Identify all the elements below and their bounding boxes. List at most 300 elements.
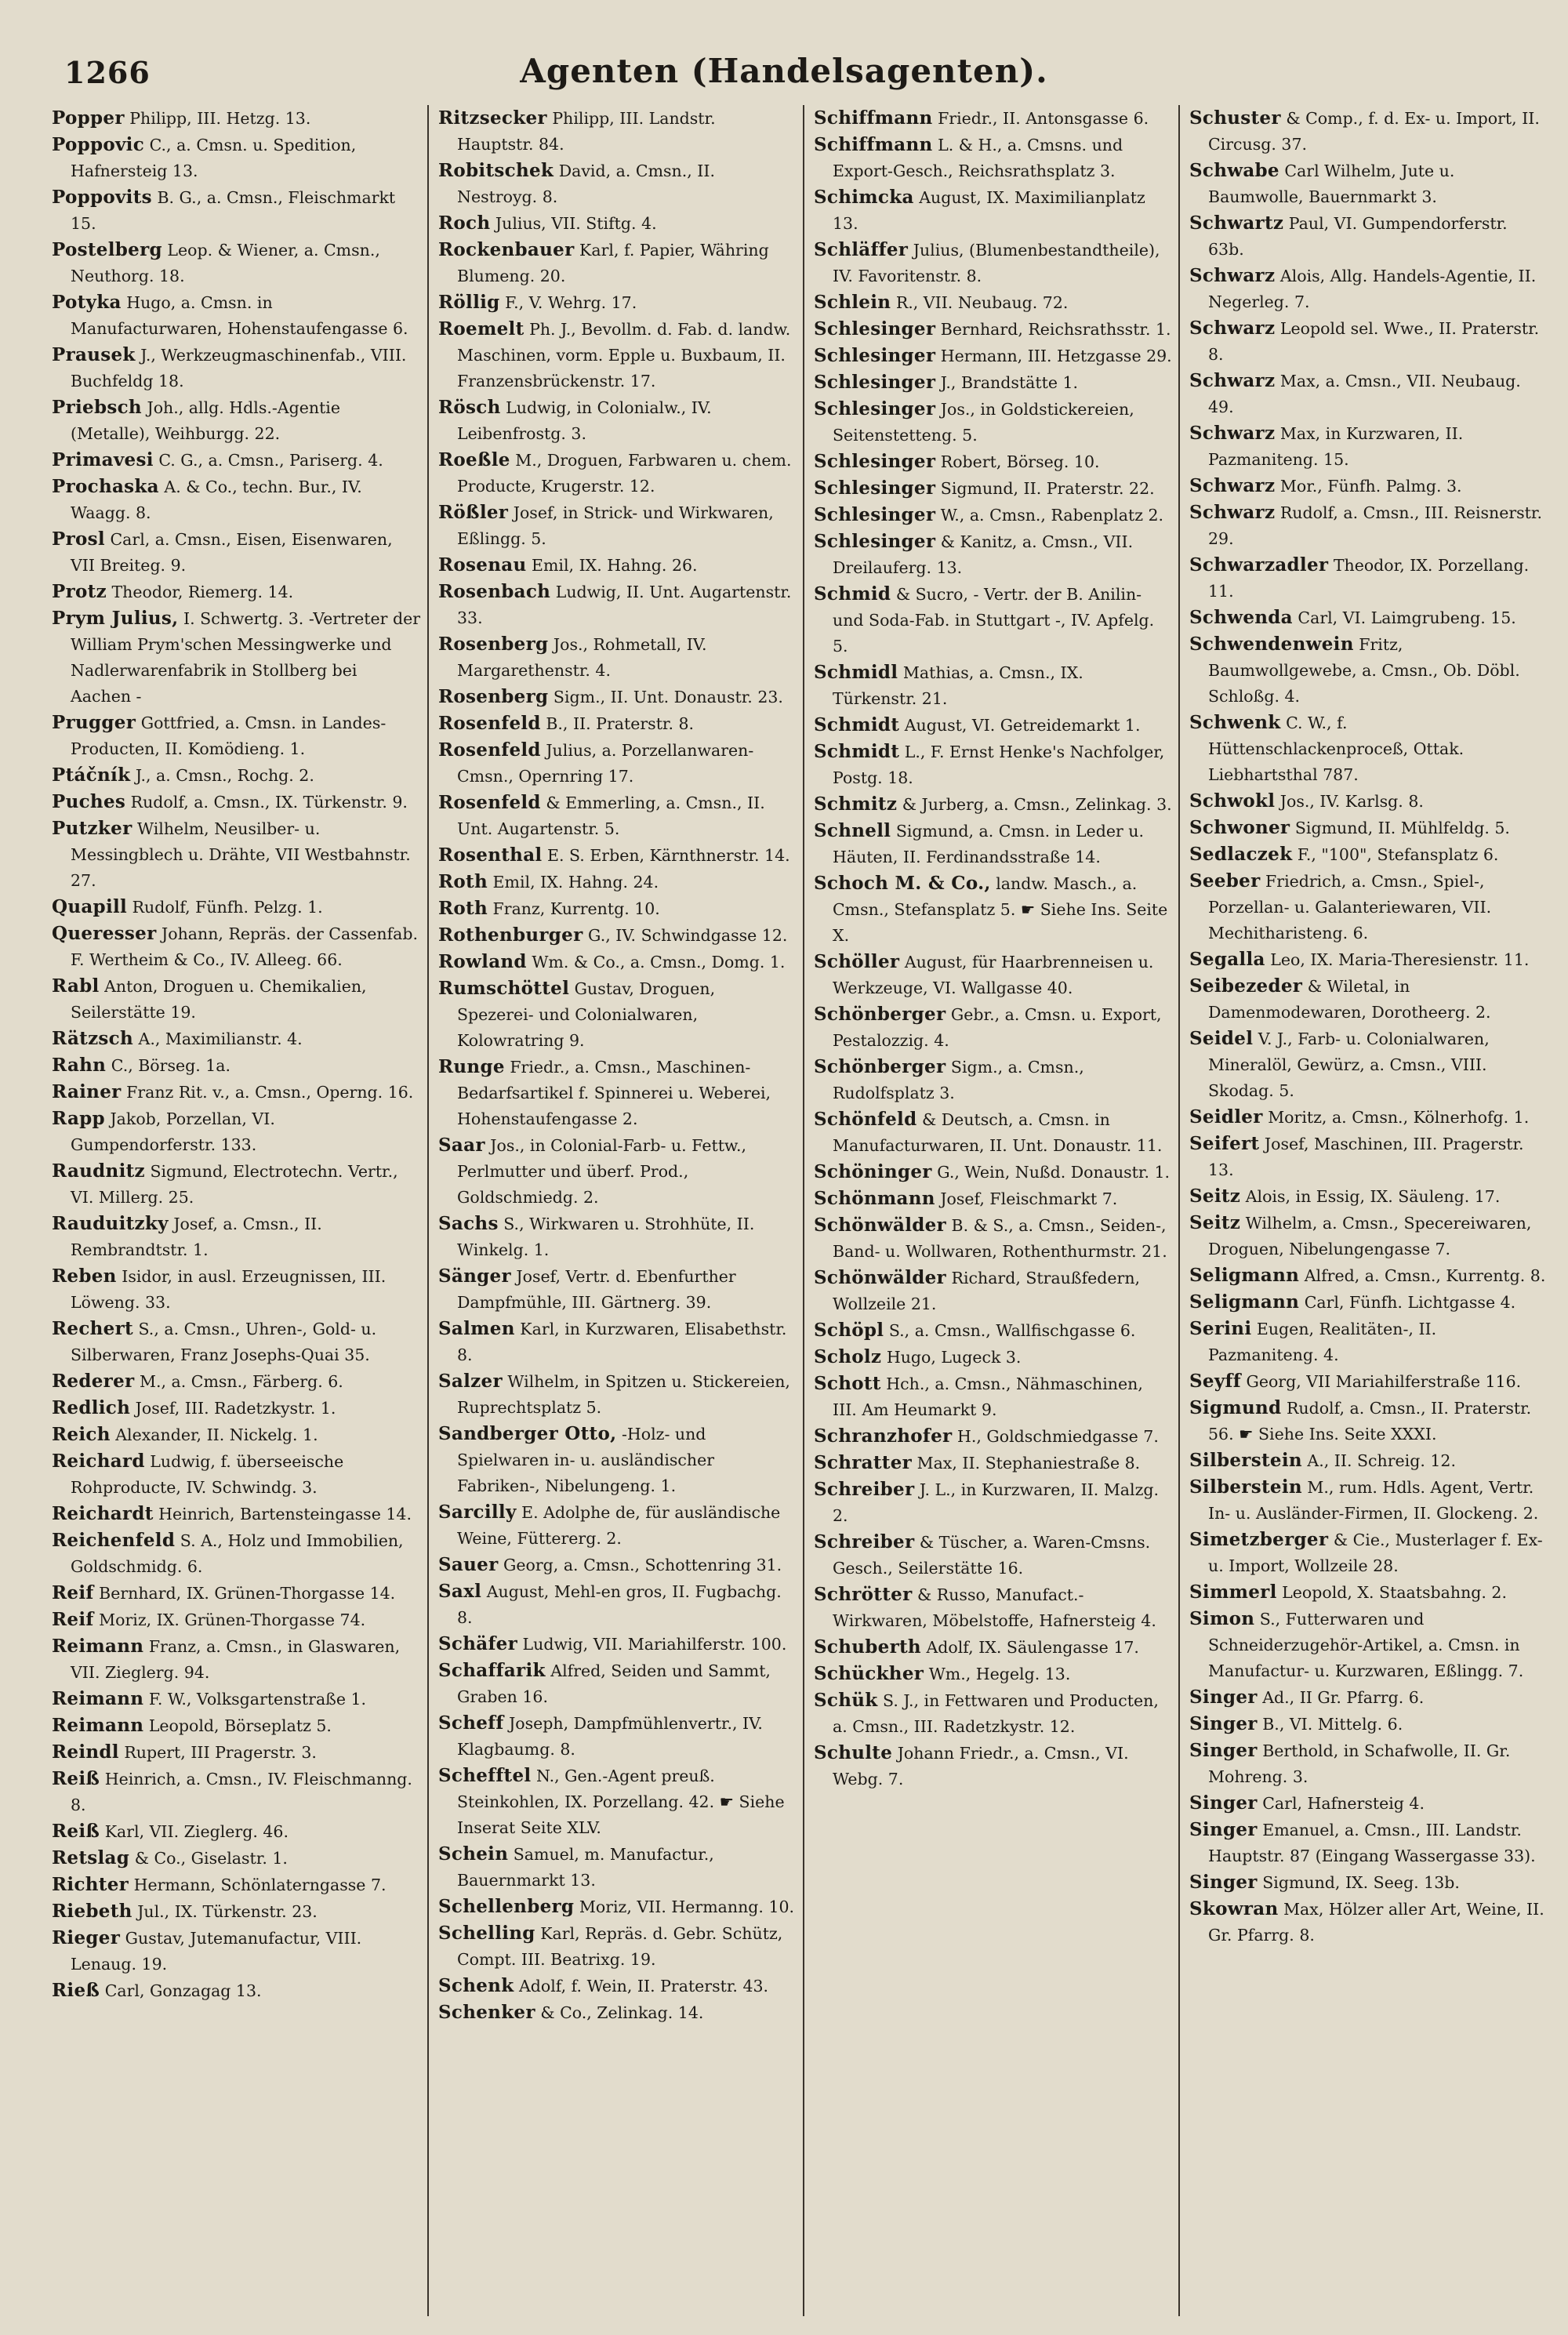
entry-details: Franz, Kurrentg. 10. [492, 899, 660, 918]
entry-name: Singer [1189, 1713, 1258, 1734]
directory-entry [1189, 1738, 1548, 1790]
entry-name: Schlesinger [814, 478, 936, 499]
entry-details: August, IX. Maximilianplatz 13. [833, 188, 1145, 233]
entry-name: Reiß [52, 1821, 100, 1842]
directory-entry [52, 1580, 421, 1607]
entry-details: B. & S., a. Cmsn., Seiden-, Band- u. Wollwaren, Rothenthurmstr. 21. [833, 1216, 1167, 1261]
entry-name: Protz [52, 581, 107, 602]
directory-entry [52, 1686, 421, 1712]
directory-entry [52, 1211, 421, 1263]
directory-entry [814, 502, 1172, 528]
directory-entry [438, 869, 797, 895]
entry-details: Gebr., a. Cmsn. u. Export, Pestalozzig. 4. [833, 1005, 1162, 1050]
directory-entry [1189, 1896, 1548, 1948]
directory-entry [52, 1607, 421, 1633]
entry-name: Sauer [438, 1554, 499, 1575]
entry-name: Schiffmann [814, 134, 933, 155]
entry-name: Singer [1189, 1792, 1258, 1814]
entry-name: Singer [1189, 1687, 1258, 1708]
entry-name: Robitschek [438, 160, 554, 181]
entry-details: Max, Hölzer aller Art, Weine, II. Gr. Pfarrg. 8. [1208, 1900, 1544, 1945]
directory-entry [814, 1476, 1172, 1529]
entry-details: Wilhelm, in Spitzen u. Stickereien, Ruprechtsplatz 5. [457, 1372, 790, 1417]
entry-name: Schmidt [814, 741, 900, 762]
entry-name: Röllig [438, 292, 500, 313]
entry-details: & Wiletal, in Damenmodewaren, Dorotheerg. 2. [1208, 977, 1491, 1022]
entry-name: Schnell [814, 820, 891, 841]
entry-name: Queresser [52, 923, 157, 944]
entry-details: G., IV. Schwindgasse 12. [588, 926, 788, 945]
entry-name: Sänger [438, 1266, 511, 1287]
entry-details: Carl, Gonzagag 13. [104, 1981, 262, 2000]
entry-details: Adolf, IX. Säulengasse 17. [926, 1638, 1139, 1657]
entry-details: V. J., Farb- u. Colonialwaren, Mineralöl, Gewürz, a. Cmsn., VIII. Skodag. 5. [1208, 1030, 1490, 1100]
entry-name: Richter [52, 1874, 129, 1895]
entry-details: C. G., a. Cmsn., Pariserg. 4. [158, 451, 383, 470]
entry-name: Schiffmann [814, 107, 933, 129]
entry-name: Segalla [1189, 949, 1265, 970]
entry-name: Schönfeld [814, 1109, 917, 1130]
directory-entry [814, 1212, 1172, 1265]
entry-name: Schimcka [814, 187, 914, 208]
entry-details: Max, II. Stephaniestraße 8. [916, 1454, 1141, 1473]
entry-details: Wm. & Co., a. Cmsn., Domg. 1. [532, 953, 786, 971]
directory-entry [52, 1633, 421, 1686]
entry-name: Schreiber [814, 1479, 915, 1500]
directory-entry [1189, 158, 1548, 210]
directory-entry [438, 1763, 797, 1841]
entry-details: E. S. Erben, Kärnthnerstr. 14. [546, 846, 790, 865]
directory-entry [438, 499, 797, 552]
directory-entry [1189, 815, 1548, 841]
entry-name: Rieger [52, 1927, 121, 1948]
directory-entry [1189, 368, 1548, 420]
entry-details: Wm., Hegelg. 13. [928, 1665, 1071, 1683]
entry-details: & Russo, Manufact.-Wirkwaren, Möbelstoffe, Hafnersteig 4. [833, 1585, 1156, 1630]
entry-name: Schönwälder [814, 1267, 946, 1288]
entry-details: Hch., a. Cmsn., Nähmaschinen, III. Am Heumarkt 9. [833, 1374, 1143, 1419]
entry-name: Reiß [52, 1768, 100, 1789]
entry-details: Georg, VII Mariahilferstraße 116. [1246, 1372, 1522, 1391]
directory-entry [52, 132, 421, 184]
entry-details: Karl, VII. Zieglerg. 46. [104, 1822, 289, 1841]
entry-name: Simetzberger [1189, 1529, 1329, 1550]
entry-details: Robert, Börseg. 10. [940, 452, 1100, 471]
entry-details: B., VI. Mittelg. 6. [1262, 1715, 1403, 1734]
entry-details: Rudolf, Fünfh. Pelzg. 1. [132, 898, 323, 917]
entry-details: J. L., in Kurzwaren, II. Malzg. 2. [833, 1480, 1160, 1525]
entry-details: Leo, IX. Maria-Theresienstr. 11. [1270, 950, 1530, 969]
entry-details: J., Brandstätte 1. [940, 373, 1079, 392]
directory-entry [52, 1766, 421, 1818]
entry-details: August, Mehl-en gros, II. Fugbachg. 8. [457, 1582, 782, 1627]
entry-details: Moritz, a. Cmsn., Kölnerhofg. 1. [1268, 1108, 1530, 1127]
entry-name: Salzer [438, 1371, 503, 1392]
entry-details: Alfred, a. Cmsn., Kurrentg. 8. [1304, 1266, 1546, 1285]
directory-entry [1189, 1579, 1548, 1606]
entry-details: Johann, Repräs. der Cassenfab. F. Wertheim & Co., IV. Alleeg. 66. [71, 924, 419, 969]
directory-entry [52, 1106, 421, 1158]
directory-entry [814, 1001, 1172, 1054]
entry-name: Rapp [52, 1108, 105, 1129]
directory-entry [52, 1316, 421, 1368]
entry-details: Sigmund, a. Cmsn. in Leder u. Häuten, II. Ferdinandsstraße 14. [833, 822, 1144, 866]
entry-details: Rudolf, a. Cmsn., IX. Türkenstr. 9. [130, 793, 408, 812]
entry-details: Richard, Straußfedern, Wollzeile 21. [833, 1269, 1141, 1313]
entry-name: Schoch M. & Co., [814, 873, 991, 894]
entry-name: Serini [1189, 1318, 1252, 1339]
directory-entry [814, 818, 1172, 870]
entry-name: Schuster [1189, 107, 1281, 129]
directory-entry [438, 710, 797, 737]
directory-entry [814, 1317, 1172, 1344]
entry-name: Sigmund [1189, 1397, 1282, 1418]
entry-details: Max, in Kurzwaren, II. Pazmaniteng. 15. [1208, 424, 1464, 469]
entry-details: & Co., Zelinkag. 14. [540, 2003, 704, 2022]
entry-details: Carl, a. Cmsn., Eisen, Eisenwaren, VII Breiteg. 9. [71, 530, 393, 575]
entry-details: Jakob, Porzellan, VI. Gumpendorferstr. 133. [71, 1109, 275, 1154]
entry-details: A., Maximilianstr. 4. [138, 1030, 303, 1048]
directory-entry [438, 1499, 797, 1552]
entry-name: Seyff [1189, 1371, 1241, 1392]
directory-entry [814, 1106, 1172, 1159]
entry-name: Retslag [52, 1847, 130, 1868]
directory-entry [1189, 263, 1548, 315]
directory-entry [52, 1925, 421, 1977]
directory-entry [814, 1450, 1172, 1476]
entry-name: Ritzsecker [438, 107, 547, 129]
entry-details: Jos., in Goldstickereien, Seitenstetteng. 5. [833, 400, 1134, 445]
entry-name: Schranzhofer [814, 1425, 953, 1447]
entry-name: Reimann [52, 1688, 144, 1709]
entry-details: David, a. Cmsn., II. Nestroyg. 8. [457, 162, 716, 206]
entry-details: B. G., a. Cmsn., Fleischmarkt 15. [71, 188, 396, 233]
entry-name: Schein [438, 1843, 509, 1865]
entry-details: Hugo, a. Cmsn. in Manufacturwaren, Hohenstaufengasse 6. [71, 293, 408, 338]
entry-name: Rieß [52, 1980, 100, 2001]
entry-name: Schwoner [1189, 817, 1290, 838]
entry-details: F. W., Volksgartenstraße 1. [148, 1690, 367, 1709]
entry-details: Julius, (Blumenbestandtheile), IV. Favoritenstr. 8. [833, 241, 1160, 285]
entry-details: Franz, a. Cmsn., in Glaswaren, VII. Zieglerg. 94. [71, 1637, 401, 1682]
entry-details: & Jurberg, a. Cmsn., Zelinkag. 3. [902, 795, 1172, 814]
column-1 [52, 105, 427, 2316]
entry-name: Schwabe [1189, 160, 1279, 181]
entry-name: Seitz [1189, 1186, 1241, 1207]
entry-details: Sigmund, II. Praterstr. 22. [940, 479, 1155, 498]
entry-details: S., a. Cmsn., Wallfischgasse 6. [888, 1321, 1136, 1340]
directory-entry [814, 1054, 1172, 1106]
entry-details: Friedr., II. Antonsgasse 6. [938, 109, 1149, 128]
entry-details: Friedr., a. Cmsn., Maschinen-Bedarfsartikel f. Spinnerei u. Weberei, Hohenstaufengasse 2. [457, 1058, 771, 1128]
directory-entry [438, 922, 797, 949]
entry-details: Alfred, Seiden und Sammt, Graben 16. [457, 1661, 771, 1706]
entry-name: Rabl [52, 975, 100, 997]
directory-entry [52, 894, 421, 921]
entry-details: Leopold, Börseplatz 5. [148, 1716, 332, 1735]
directory-entry [814, 1423, 1172, 1450]
entry-name: Putzker [52, 818, 132, 839]
entry-details: S. A., Holz und Immobilien, Goldschmidg. 6. [71, 1531, 404, 1576]
entry-name: Saar [438, 1135, 485, 1156]
entry-name: Popper [52, 107, 125, 129]
column-3 [803, 105, 1178, 2316]
entry-name: Rosenberg [438, 634, 549, 655]
entry-name: Scholz [814, 1346, 882, 1367]
entry-details: Julius, a. Porzellanwaren-Cmsn., Opernring 17. [457, 741, 754, 786]
directory-entry [52, 1818, 421, 1845]
directory-entry [1189, 1790, 1548, 1817]
entry-name: Seibezeder [1189, 975, 1303, 997]
entry-name: Schmid [814, 583, 891, 605]
entry-name: Schreiber [814, 1531, 915, 1552]
directory-entry [438, 579, 797, 631]
entry-name: Schenker [438, 2002, 535, 2023]
entry-name: Singer [1189, 1819, 1258, 1840]
entry-name: Seifert [1189, 1133, 1260, 1154]
entry-details: Joseph, Dampfmühlenvertr., IV. Klagbaumg. 8. [457, 1714, 763, 1759]
entry-details: & Kanitz, a. Cmsn., VII. Dreilauferg. 13. [833, 532, 1134, 577]
entry-name: Priebsch [52, 397, 142, 418]
entry-details: Joh., allg. Hdls.-Agentie (Metalle), Weihburgg. 22. [71, 398, 340, 443]
entry-name: Reichardt [52, 1503, 154, 1524]
entry-name: Seligmann [1189, 1265, 1300, 1286]
entry-details: Sigmund, IX. Seeg. 13b. [1262, 1873, 1460, 1892]
entry-details: Bernhard, Reichsrathsstr. 1. [940, 320, 1171, 339]
directory-entry [52, 1977, 421, 2004]
entry-details: E. Adolphe de, für ausländische Weine, Füttererg. 2. [457, 1503, 781, 1548]
entry-details: S. J., in Fettwaren und Producten, a. Cmsn., III. Radetzkystr. 12. [833, 1691, 1159, 1736]
entry-details: A., II. Schreig. 12. [1307, 1451, 1456, 1470]
directory-entry [52, 1263, 421, 1316]
entry-details: Josef, Fleischmarkt 7. [940, 1189, 1118, 1208]
entry-name: Schenk [438, 1975, 514, 1996]
directory-entry [814, 132, 1172, 184]
entry-details: Isidor, in ausl. Erzeugnissen, III. Löweng. 33. [71, 1267, 387, 1312]
entry-name: Schwarz [1189, 502, 1276, 523]
entry-name: Rosenau [438, 554, 527, 576]
entry-name: Schlesinger [814, 504, 936, 525]
entry-details: J., a. Cmsn., Rochg. 2. [135, 766, 314, 785]
entry-details: Sigm., II. Unt. Donaustr. 23. [553, 688, 783, 706]
directory-entry [438, 552, 797, 579]
entry-details: Sigmund, II. Mühlfeldg. 5. [1294, 819, 1510, 837]
entry-details: Josef, III. Radetzkystr. 1. [135, 1399, 336, 1418]
entry-details: Karl, f. Papier, Währing Blumeng. 20. [457, 241, 769, 285]
directory-entry [438, 394, 797, 447]
entry-details: Leopold, X. Staatsbahng. 2. [1282, 1583, 1507, 1602]
entry-name: Schöninger [814, 1161, 932, 1182]
entry-name: Schük [814, 1690, 878, 1711]
directory-entry [1189, 1711, 1548, 1738]
entry-details: W., a. Cmsn., Rabenplatz 2. [940, 506, 1164, 525]
directory-entry [438, 895, 797, 922]
directory-entry [1189, 605, 1548, 631]
entry-name: Schöpl [814, 1320, 884, 1341]
entry-name: Reif [52, 1582, 94, 1603]
directory-entry [438, 1421, 797, 1499]
entry-name: Skowran [1189, 1898, 1279, 1919]
directory-entry [52, 1052, 421, 1079]
entry-details: August, für Haarbrenneisen u. Werkzeuge, VI. Wallgasse 40. [833, 953, 1154, 997]
entry-name: Poppovits [52, 187, 152, 208]
entry-details: Alexander, II. Nickelg. 1. [115, 1425, 318, 1444]
entry-details: Theodor, IX. Porzellang. 11. [1208, 556, 1530, 601]
directory-entry [438, 1054, 797, 1132]
directory-entry [438, 1631, 797, 1658]
entry-details: Mathias, a. Cmsn., IX. Türkenstr. 21. [833, 663, 1083, 708]
entry-details: & Cie., Musterlager f. Ex- u. Import, Wollzeile 28. [1208, 1531, 1543, 1575]
entry-details: S., Wirkwaren u. Strohhüte, II. Winkelg. 1. [457, 1215, 755, 1259]
entry-name: Rosenfeld [438, 792, 541, 813]
entry-details: Moriz, VII. Hermanng. 10. [579, 1897, 795, 1916]
entry-details: Emanuel, a. Cmsn., III. Landstr. Hauptstr. 87 (Eingang Wassergasse 33). [1208, 1821, 1536, 1865]
entry-details: M., Droguen, Farbwaren u. chem. Producte, Krugerstr. 12. [457, 451, 792, 496]
entry-details: Mor., Fünfh. Palmg. 3. [1279, 477, 1462, 496]
entry-name: Schellenberg [438, 1896, 575, 1917]
entry-name: Schott [814, 1373, 881, 1394]
directory-entry [438, 842, 797, 869]
directory-entry [52, 474, 421, 526]
entry-details: Heinrich, a. Cmsn., IV. Fleischmanng. 8. [71, 1770, 412, 1814]
directory-entry [814, 343, 1172, 369]
directory-entry [814, 396, 1172, 448]
entry-name: Seeber [1189, 870, 1261, 892]
directory-entry [814, 659, 1172, 712]
directory-entry [814, 791, 1172, 818]
directory-entry [814, 712, 1172, 739]
entry-name: Seidler [1189, 1106, 1263, 1128]
directory-entry [814, 475, 1172, 502]
entry-name: Schönwälder [814, 1215, 946, 1236]
directory-entry [52, 762, 421, 789]
directory-entry [1189, 1289, 1548, 1316]
directory-entry [1189, 631, 1548, 710]
directory-entry [438, 316, 797, 394]
entry-details: landw. Masch., a. Cmsn., Stefansplatz 5. ☛ Siehe Ins. Seite X. [833, 874, 1168, 945]
directory-entry [52, 1368, 421, 1395]
entry-name: Schelling [438, 1923, 535, 1944]
entry-details: & Comp., f. d. Ex- u. Import, II. Circusg. 37. [1208, 109, 1540, 154]
directory-entry [1189, 1527, 1548, 1579]
entry-details: Ludwig, II. Unt. Augartenstr. 33. [457, 583, 792, 627]
directory-entry [1189, 499, 1548, 552]
directory-entry [814, 1265, 1172, 1317]
directory-entry [1189, 1104, 1548, 1131]
directory-entry [52, 1079, 421, 1106]
entry-name: Rosenbach [438, 581, 551, 602]
directory-entry [438, 631, 797, 684]
directory-entry [1189, 315, 1548, 368]
directory-entry [1189, 841, 1548, 868]
entry-details: R., VII. Neubaug. 72. [895, 293, 1069, 312]
entry-name: Runge [438, 1056, 505, 1077]
directory-entry [52, 1448, 421, 1501]
entry-name: Schuberth [814, 1636, 921, 1658]
directory-entry [1189, 1869, 1548, 1896]
directory-entry [52, 1026, 421, 1052]
entry-details: Hugo, Lugeck 3. [886, 1348, 1022, 1367]
directory-entry [52, 1739, 421, 1766]
entry-name: Puches [52, 791, 126, 812]
entry-details: L., F. Ernst Henke's Nachfolger, Postg. 18. [833, 743, 1165, 787]
directory-entry [814, 1159, 1172, 1186]
entry-details: N., Gen.-Agent preuß. Steinkohlen, IX. Porzellang. 42. ☛ Siehe Inserat Seite XLV. [457, 1767, 785, 1837]
directory-entry [438, 1973, 797, 1999]
entry-name: Schwartz [1189, 212, 1284, 234]
entry-details: Ludwig, f. überseeische Rohproducte, IV. Schwindg. 3. [71, 1452, 344, 1497]
entry-name: Riebeth [52, 1901, 132, 1922]
entry-details: Gottfried, a. Cmsn. in Landes-Producten, II. Komödieng. 1. [71, 714, 387, 758]
entry-details: -Holz- und Spielwaren in- u. ausländischer Fabriken-, Nibelungeng. 1. [457, 1425, 715, 1495]
entry-name: Roch [438, 212, 491, 234]
entry-details: August, VI. Getreidemarkt 1. [904, 716, 1141, 735]
directory-entry [814, 289, 1172, 316]
directory-entry [438, 237, 797, 289]
directory-entry [1189, 1131, 1548, 1183]
entry-details: Friedrich, a. Cmsn., Spiel-, Porzellan- u. Galanteriewaren, VII. Mechitharisteng. 6. [1208, 872, 1492, 942]
directory-entry [438, 447, 797, 499]
directory-entry [52, 1872, 421, 1898]
entry-name: Schückher [814, 1663, 924, 1684]
entry-name: Reimann [52, 1636, 144, 1657]
entry-details: Ludwig, in Colonialw., IV. Leibenfrostg. 3. [457, 398, 712, 443]
entry-name: Reimann [52, 1715, 144, 1736]
directory-entry [814, 1634, 1172, 1661]
directory-entry [52, 394, 421, 447]
entry-name: Rosenfeld [438, 739, 541, 761]
entry-details: Rudolf, a. Cmsn., II. Praterstr. 56. ☛ Siehe Ins. Seite XXXI. [1208, 1399, 1532, 1443]
entry-name: Silberstein [1189, 1476, 1302, 1498]
entry-details: Moriz, IX. Grünen-Thorgasse 74. [99, 1611, 366, 1629]
entry-name: Quapill [52, 896, 128, 917]
entry-name: Reich [52, 1424, 111, 1445]
directory-entry [814, 1344, 1172, 1371]
entry-name: Singer [1189, 1740, 1258, 1761]
entry-details: Julius, VII. Stiftg. 4. [495, 214, 657, 233]
page-number: 1266 [64, 55, 151, 90]
entry-details: & Co., Giselastr. 1. [134, 1849, 288, 1868]
entry-details: Wilhelm, a. Cmsn., Specereiwaren, Droguen, Nibelungengasse 7. [1208, 1214, 1532, 1258]
entry-name: Schwarz [1189, 423, 1276, 444]
directory-entry [814, 316, 1172, 343]
entry-name: Prochaska [52, 476, 159, 497]
entry-details: Berthold, in Schafwolle, II. Gr. Mohreng. 3. [1208, 1741, 1511, 1786]
entry-name: Rederer [52, 1371, 135, 1392]
directory-entry [814, 870, 1172, 949]
directory-entry [52, 1527, 421, 1580]
entry-details: Johann Friedr., a. Cmsn., VI. Webg. 7. [833, 1744, 1129, 1788]
entry-details: S., Futterwaren und Schneiderzugehör-Artikel, a. Cmsn. in Manufactur- u. Kurzwaren, Eßlingg. 7. [1208, 1610, 1524, 1680]
directory-entry [52, 579, 421, 605]
directory-entry [1189, 973, 1548, 1026]
entry-details: I. Schwertg. 3. -Vertreter der William Prym'schen Messingwerke und Nadlerwarenfabrik in Stollberg bei Aachen - [71, 609, 421, 706]
column-2 [427, 105, 803, 2316]
entry-name: Sedlaczek [1189, 844, 1293, 865]
entry-name: Scheff [438, 1712, 504, 1734]
entry-name: Schratter [814, 1452, 913, 1473]
directory-entry [52, 526, 421, 579]
entry-details: Leop. & Wiener, a. Cmsn., Neuthorg. 18. [71, 241, 380, 285]
entry-details: Wilhelm, Neusilber- u. Messingblech u. Drähte, VII Westbahnstr. 27. [71, 819, 411, 890]
entry-name: Seitz [1189, 1212, 1241, 1233]
entry-name: Schmidt [814, 714, 900, 735]
directory-entry [438, 105, 797, 158]
directory-entry [814, 739, 1172, 791]
entry-details: Jos., IV. Karlsg. 8. [1279, 792, 1424, 811]
directory-entry [814, 581, 1172, 659]
entry-details: Bernhard, IX. Grünen-Thorgasse 14. [99, 1584, 396, 1603]
